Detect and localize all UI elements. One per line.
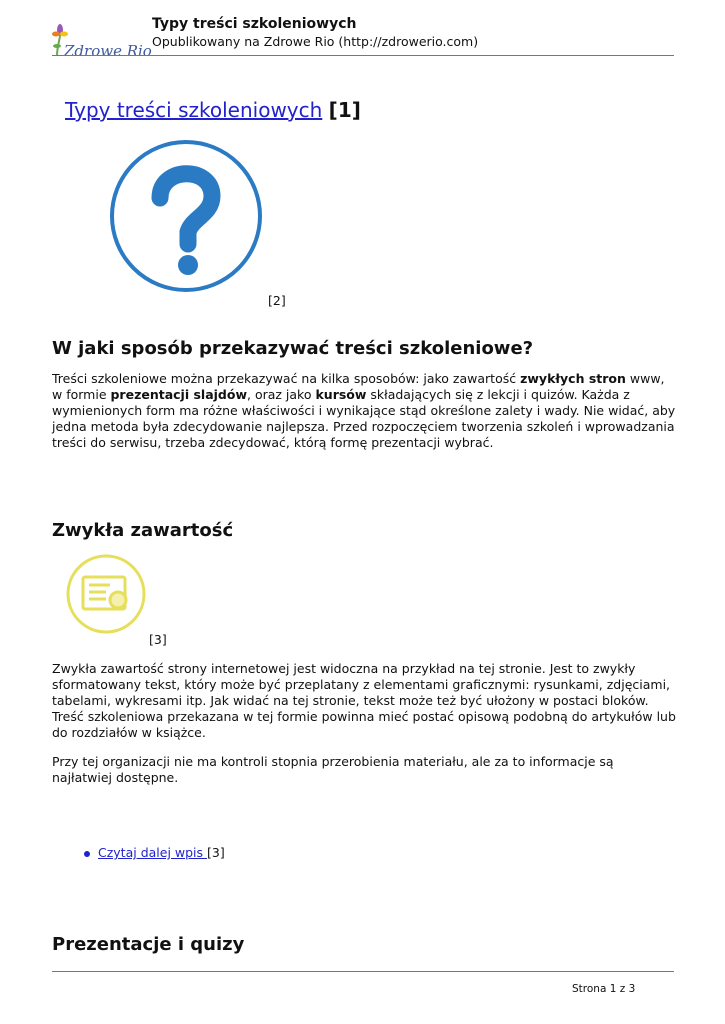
section2-paragraph-2: Przy tej organizacji nie ma kontroli stopnia przerobienia materiału, ale za to informacje są najłatwiej dostępne. xyxy=(52,754,614,785)
header-published: Opublikowany na Zdrowe Rio (http://zdrowerio.com) xyxy=(152,34,479,49)
page-header xyxy=(50,14,674,60)
section-heading-1: W jaki sposób przekazywać treści szkoleniowe? xyxy=(52,338,534,359)
title-link[interactable]: Typy treści szkoleniowych xyxy=(65,98,323,122)
bullet-icon xyxy=(84,851,90,857)
logo-text: Zdrowe Rio xyxy=(64,42,152,60)
read-more-link[interactable]: Czytaj dalej wpis xyxy=(98,845,208,860)
header-divider xyxy=(52,55,674,56)
header-title: Typy treści szkoleniowych xyxy=(152,16,357,32)
page-title xyxy=(65,98,361,122)
section1-paragraph: Treści szkoleniowe można przekazywać na kilka sposobów: jako zawartość zwykłych stron www, w formie prezentacji slajdów, oraz jako kursów składających się z lekcji i quizów. Każda z wymienionych form ma różne właściwości i wynikające stąd określone zalety i wady. Nie widać, aby jedna metoda była zdecydowanie najlepsza. Przed rozpoczęciem tworzenia szkoleń i wprowadzania treści do serwisu, trzeba zdecydować, którą formę prezentacji wybrać. xyxy=(52,371,676,450)
image-ref-2: [3] xyxy=(149,632,167,647)
section-heading-2: Zwykła zawartość xyxy=(52,520,234,541)
read-more-ref: [3] xyxy=(207,845,225,860)
read-more-item xyxy=(84,845,225,860)
page-number: Strona 1 z 3 xyxy=(572,983,636,995)
title-ref: [1] xyxy=(328,98,361,122)
question-mark-icon xyxy=(108,138,264,294)
footer-divider xyxy=(52,971,674,972)
section-heading-3: Prezentacje i quizy xyxy=(52,934,245,955)
site-logo xyxy=(50,18,150,58)
image-ref: [2] xyxy=(268,293,286,308)
document-icon xyxy=(64,552,148,636)
section2-paragraph-1: Zwykła zawartość strony internetowej jest widoczna na przykład na tej stronie. Jest to zwykły sformatowany tekst, który może być przeplatany z elementami graficznymi: rysunkami, zdjęciami, tabelami, wykresami itp. Jak widać na tej stronie, tekst może też być ułożony w postaci bloków. Treść szkoleniowa przekazana w tej formie powinna mieć postać opisową podobną do artykułów lub do rozdziałów w książce. xyxy=(52,661,676,740)
